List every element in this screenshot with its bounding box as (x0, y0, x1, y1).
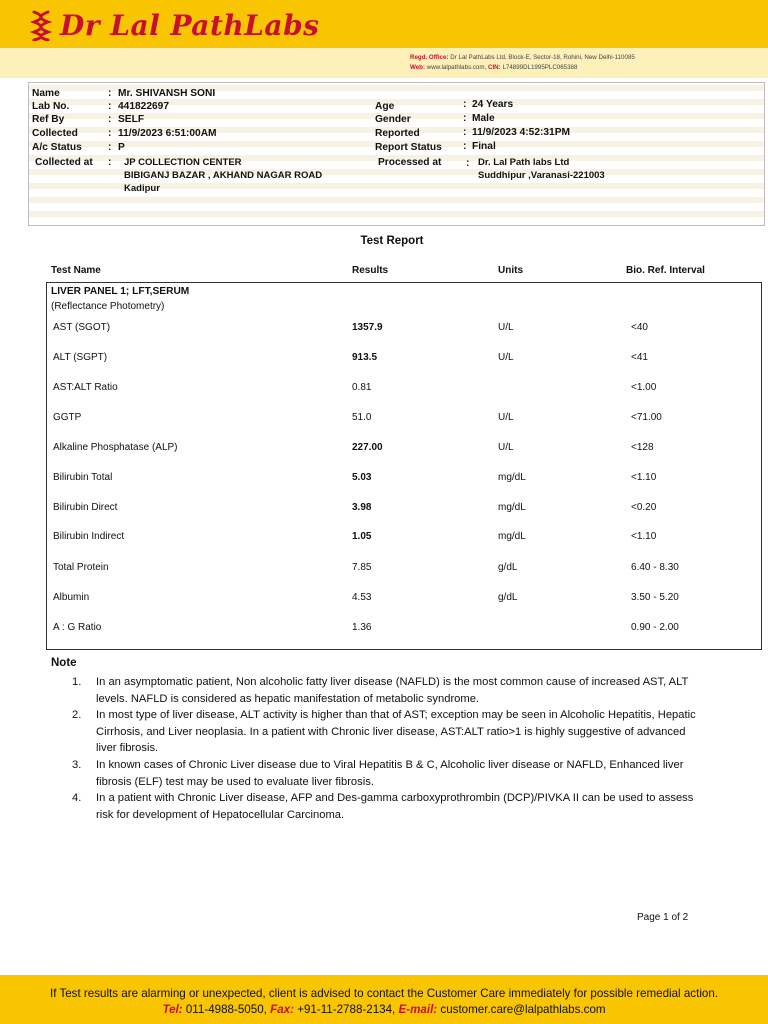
test-name: Alkaline Phosphatase (ALP) (53, 442, 178, 453)
colon: : (108, 157, 112, 168)
report-title: Test Report (360, 235, 424, 247)
test-result: 51.0 (352, 412, 372, 423)
test-unit: mg/dL (498, 531, 526, 542)
test-unit: mg/dL (498, 502, 526, 513)
fax-label: Fax: (270, 1003, 294, 1016)
report-status: Final (472, 141, 496, 152)
note-item (60, 674, 700, 707)
sub-header-band (0, 48, 768, 78)
colon: : (466, 158, 470, 169)
report-status-label: Report Status (375, 142, 442, 153)
note-text: In known cases of Chronic Liver disease due to Viral Hepatitis B & C, Alcoholic liver disease or NAFLD, Enhanced liver fibrosis (ELF) test may be used to evaluate liver fibrosis. (96, 758, 684, 788)
ac-status: P (118, 142, 125, 153)
collected-at-line2: BIBIGANJ BAZAR , AKHAND NAGAR ROAD (124, 170, 323, 181)
processed-at-line2: Suddhipur ,Varanasi-221003 (478, 170, 605, 181)
test-ref-interval: <0.20 (631, 502, 657, 513)
collected-datetime: 11/9/2023 6:51:00AM (118, 128, 217, 139)
panel-title: LIVER PANEL 1; LFT,SERUM (51, 286, 190, 297)
footer-contacts (0, 1003, 768, 1016)
gender: Male (472, 113, 495, 124)
age-label: Age (375, 101, 395, 112)
colon: : (108, 142, 112, 153)
test-unit: g/dL (498, 562, 518, 573)
note-text: In an asymptomatic patient, Non alcoholic fatty liver disease (NAFLD) is the most common cause of increased AST, ALT levels. NAFLD is considered as hepatic manifestation of metabolic syndrome. (96, 676, 689, 705)
refby-label: Ref By (32, 114, 65, 125)
test-name: A : G Ratio (53, 622, 102, 633)
note-text: In a patient with Chronic Liver disease, AFP and Des-gamma carboxyprothrombin (DCP)/PIVKA II can be used to assess risk for development of Hepatocellular Carcinoma. (96, 792, 694, 821)
test-name: Bilirubin Indirect (53, 531, 125, 542)
test-name: GGTP (53, 412, 82, 423)
test-ref-interval: <71.00 (631, 412, 662, 423)
test-result: 5.03 (352, 472, 372, 483)
table-row (0, 412, 768, 426)
patient-name: Mr. SHIVANSH SONI (118, 88, 216, 99)
test-result: 7.85 (352, 562, 372, 573)
collected-at-line3: Kadipur (124, 183, 160, 194)
test-result: 1357.9 (352, 322, 383, 333)
reported-datetime: 11/9/2023 4:52:31PM (472, 127, 570, 138)
test-result: 3.98 (352, 502, 372, 513)
test-ref-interval: <1.10 (631, 531, 657, 542)
test-ref-interval: <40 (631, 322, 648, 333)
test-ref-interval: <128 (631, 442, 654, 453)
table-row (0, 592, 768, 606)
panel-method: (Reflectance Photometry) (51, 301, 165, 312)
notes-list (60, 674, 700, 823)
colon: : (108, 88, 112, 99)
test-unit: g/dL (498, 592, 518, 603)
table-row (0, 322, 768, 336)
test-unit: U/L (498, 412, 514, 423)
tel-label: Tel: (162, 1003, 183, 1016)
colon: : (108, 101, 112, 112)
note-item (60, 757, 700, 790)
dna-logo-icon (30, 9, 52, 41)
collectedat-label: Collected at (35, 157, 93, 168)
page-number: Page 1 of 2 (637, 912, 689, 923)
brand-logo (30, 8, 319, 42)
table-row (0, 442, 768, 456)
test-name: AST:ALT Ratio (53, 382, 118, 393)
test-result: 4.53 (352, 592, 372, 603)
test-name: Total Protein (53, 562, 109, 573)
test-name: AST (SGOT) (53, 322, 111, 333)
test-result: 1.36 (352, 622, 372, 633)
col-header-ref-interval: Bio. Ref. Interval (626, 265, 705, 276)
test-ref-interval: <1.10 (631, 472, 657, 483)
test-ref-interval: 3.50 - 5.20 (631, 592, 679, 603)
note-text: In most type of liver disease, ALT activity is higher than that of AST; exception may be seen in Alcoholic Hepatitis, Hepatic Cirrhosis, and Liver neoplasia. In a patient with Chronic liver disease, AST:ALT ratio>1 is highly suggestive of advanced liver fibrosis. (96, 709, 696, 755)
note-number: 3. (72, 758, 82, 771)
test-name: Bilirubin Direct (53, 502, 118, 513)
registered-office: Regd. Office: Dr Lal PathLabs Ltd, Block-E, Sector-18, Rohini, New Delhi-110085 Web: www.lalpathlabs.com, CIN: L74899DL1995PLC065388 (410, 54, 635, 71)
test-unit: U/L (498, 352, 514, 363)
brand-name: Dr Lal PathLabs (60, 8, 320, 42)
labno-label: Lab No. (32, 101, 70, 112)
note-number: 1. (72, 676, 82, 688)
test-result: 0.81 (352, 382, 372, 393)
table-row (0, 382, 768, 396)
processed-at-line1: Dr. Lal Path labs Ltd (478, 157, 570, 168)
col-header-results: Results (352, 265, 389, 276)
test-name: Albumin (53, 592, 90, 603)
acstatus-label: A/c Status (32, 142, 82, 153)
reported-label: Reported (375, 128, 420, 139)
colon: : (108, 128, 112, 139)
note-heading: Note (51, 657, 77, 669)
fax-number: +91-11-2788-2134, (297, 1003, 396, 1016)
colon: : (463, 127, 467, 138)
test-result: 1.05 (352, 531, 372, 542)
colon: : (463, 99, 467, 110)
tel-number[interactable]: 011-4988-5050, (185, 1003, 267, 1016)
test-result: 227.00 (352, 442, 383, 453)
test-result: 913.5 (352, 352, 378, 363)
collected-label: Collected (32, 128, 78, 139)
table-row (0, 531, 768, 545)
table-row (0, 472, 768, 486)
table-row (0, 622, 768, 636)
test-ref-interval: 0.90 - 2.00 (631, 622, 679, 633)
email-label: E-mail: (398, 1003, 438, 1016)
lab-number: 441822697 (118, 101, 169, 112)
gender-label: Gender (375, 114, 411, 125)
colon: : (108, 114, 112, 125)
note-number: 2. (72, 709, 82, 722)
col-header-test-name: Test Name (51, 265, 101, 276)
note-item (60, 790, 700, 823)
processed-at-label: Processed at (378, 157, 442, 168)
test-unit: U/L (498, 442, 514, 453)
colon: : (463, 141, 467, 152)
colon: : (463, 113, 467, 124)
footer-advisory: If Test results are alarming or unexpected, client is advised to contact the Customer Care immediately for possible remedial action. (49, 987, 719, 1000)
note-number: 4. (72, 792, 82, 805)
test-ref-interval: 6.40 - 8.30 (631, 562, 679, 573)
note-item (60, 707, 700, 757)
test-ref-interval: <41 (631, 352, 648, 363)
col-header-units: Units (498, 265, 523, 276)
age: 24 Years (472, 99, 514, 110)
test-unit: mg/dL (498, 472, 526, 483)
collected-at-line1: JP COLLECTION CENTER (124, 157, 242, 168)
table-row (0, 562, 768, 576)
table-row (0, 352, 768, 366)
test-name: Bilirubin Total (53, 472, 113, 483)
name-label: Name (32, 88, 60, 99)
ref-by: SELF (118, 114, 145, 125)
test-ref-interval: <1.00 (631, 382, 657, 393)
table-row (0, 502, 768, 516)
email-link[interactable]: customer.care@lalpathlabs.com (440, 1003, 606, 1016)
test-name: ALT (SGPT) (53, 352, 108, 363)
test-unit: U/L (498, 322, 514, 333)
